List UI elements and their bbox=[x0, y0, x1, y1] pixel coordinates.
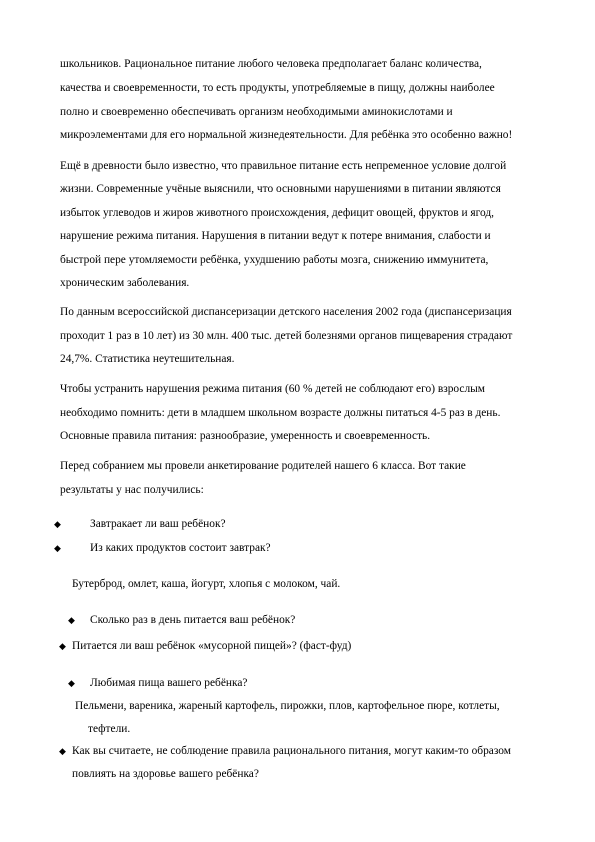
survey-question: Питается ли ваш ребёнок «мусорной пищей»? (фаст-фуд) bbox=[72, 640, 352, 652]
text-line: избыток углеводов и жиров животного происхождения, дефицит овощей, фруктов и ягод, bbox=[60, 207, 495, 219]
survey-question: повлиять на здоровье вашего ребёнка? bbox=[72, 768, 259, 780]
text-line: 24,7%. Статистика неутешительная. bbox=[60, 353, 235, 365]
text-line: Основные правила питания: разнообразие, умеренность и своевременность. bbox=[60, 430, 431, 442]
text-line: нарушение режима питания. Нарушения в питании ведут к потере внимания, слабости и bbox=[60, 230, 491, 242]
diamond-bullet-icon: ◆ bbox=[68, 678, 75, 688]
text-line: проходит 1 раз в 10 лет) из 30 млн. 400 тыс. детей болезнями органов пищеварения страдают bbox=[60, 330, 513, 342]
survey-answer: тефтели. bbox=[88, 723, 131, 735]
survey-question: Завтракает ли ваш ребёнок? bbox=[90, 518, 226, 530]
text-line: быстрой пере утомляемости ребёнка, ухудшению работы мозга, снижению иммунитета, bbox=[60, 254, 489, 266]
survey-question: Как вы считаете, не соблюдение правила рационального питания, могут каким-то образом bbox=[72, 745, 511, 757]
diamond-bullet-icon: ◆ bbox=[54, 519, 61, 529]
survey-question: Сколько раз в день питается ваш ребёнок? bbox=[90, 614, 296, 626]
text-line: Чтобы устранить нарушения режима питания (60 % детей не соблюдают его) взрослым bbox=[60, 383, 485, 395]
text-line: Перед собранием мы провели анкетирование родителей нашего 6 класса. Вот такие bbox=[60, 460, 466, 472]
text-line: По данным всероссийской диспансеризации детского населения 2002 года (диспансеризация bbox=[60, 306, 512, 318]
survey-question: Из каких продуктов состоит завтрак? bbox=[90, 542, 271, 554]
text-line: качества и своевременности, то есть продукты, употребляемые в пищу, должны наиболее bbox=[60, 82, 495, 94]
text-line: результаты у нас получились: bbox=[60, 484, 204, 496]
text-line: полно и своевременно обеспечивать организм необходимыми аминокислотами и bbox=[60, 106, 453, 118]
text-line: жизни. Современные учёные выяснили, что основными нарушениями в питании являются bbox=[60, 183, 501, 195]
survey-question: Любимая пища вашего ребёнка? bbox=[90, 677, 248, 689]
text-line: необходимо помнить: дети в младшем школьном возрасте должны питаться 4-5 раз в день. bbox=[60, 407, 501, 419]
diamond-bullet-icon: ◆ bbox=[59, 641, 66, 651]
survey-answer: Бутерброд, омлет, каша, йогурт, хлопья с молоком, чай. bbox=[72, 578, 341, 590]
survey-answer: Пельмени, вареника, жареный картофель, пирожки, плов, картофельное пюре, котлеты, bbox=[75, 700, 500, 712]
diamond-bullet-icon: ◆ bbox=[54, 543, 61, 553]
diamond-bullet-icon: ◆ bbox=[68, 615, 75, 625]
text-line: Ещё в древности было известно, что правильное питание есть непременное условие долгой bbox=[60, 160, 507, 172]
text-line: хроническим заболевания. bbox=[60, 277, 190, 289]
text-line: школьников. Рациональное питание любого человека предполагает баланс количества, bbox=[60, 58, 482, 70]
diamond-bullet-icon: ◆ bbox=[59, 746, 66, 756]
text-line: микроэлементами для его нормальной жизнедеятельности. Для ребёнка это особенно важно! bbox=[60, 129, 513, 141]
